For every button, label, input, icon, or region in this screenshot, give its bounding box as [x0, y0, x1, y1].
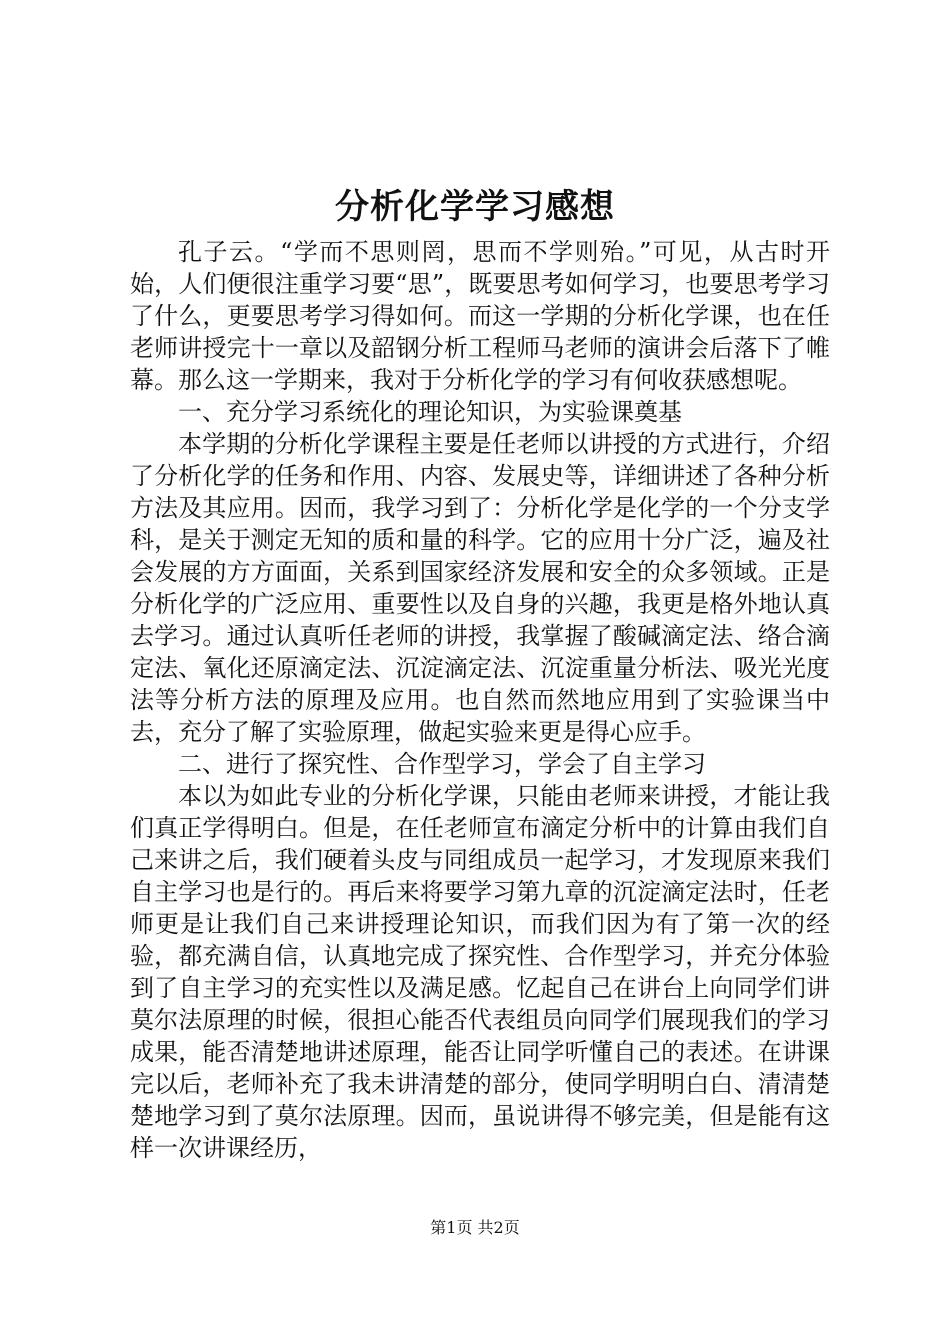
page-footer [0, 1216, 950, 1240]
page-number: 第1页 [430, 1218, 473, 1237]
page-title: 分析化学学习感想 [335, 187, 615, 227]
section-heading-1: 一、充分学习系统化的理论知识，为实验课奠基 [178, 398, 682, 426]
paragraph-intro: 孔子云。“学而不思则罔，思而不学则殆。”可见，从古时开始，人们便很注重学习要“思”，既要思考如何学习，也要思考学习了什么，更要思考学习得如何。而这一学期的分析化学课，也在任老师讲授完十一章以及韶钢分析工程师马老师的演讲会后落下了帷幕。那么这一学期来，我对于分析化学的学习有何收获感想呢。 [130, 238, 830, 394]
document-body [130, 236, 830, 1164]
paragraph-section-2: 本以为如此专业的分析化学课，只能由老师来讲授，才能让我们真正学得明白。但是，在任老师宣布滴定分析中的计算由我们自己来讲之后，我们硬着头皮与同组成员一起学习，才发现原来我们自主学习也是行的。再后来将要学习第九章的沉淀滴定法时，任老师更是让我们自己来讲授理论知识，而我们因为有了第一次的经验，都充满自信，认真地完成了探究性、合作型学习，并充分体验到了自主学习的充实性以及满足感。忆起自己在讲台上向同学们讲莫尔法原理的时候，很担心能否代表组员向同学们展现我们的学习成果，能否清楚地讲述原理，能否让同学听懂自己的表述。在讲课完以后，老师补充了我未讲清楚的部分，使同学明明白白、清清楚楚地学习到了莫尔法原理。因而，虽说讲得不够完美，但是能有这样一次讲课经历， [130, 782, 830, 1162]
section-heading-2: 二、进行了探究性、合作型学习，学会了自主学习 [178, 750, 706, 778]
paragraph-section-1: 本学期的分析化学课程主要是任老师以讲授的方式进行，介绍了分析化学的任务和作用、内容、发展史等，详细讲述了各种分析方法及其应用。因而，我学习到了：分析化学是化学的一个分支学科，是关于测定无知的质和量的科学。它的应用十分广泛，遍及社会发展的方方面面，关系到国家经济发展和安全的众多领域。正是分析化学的广泛应用、重要性以及自身的兴趣，我更是格外地认真去学习。通过认真听任老师的讲授，我掌握了酸碱滴定法、络合滴定法、氧化还原滴定法、沉淀滴定法、沉淀重量分析法、吸光光度法等分析方法的原理及应用。也自然而然地应用到了实验课当中去，充分了解了实验原理，做起实验来更是得心应手。 [130, 430, 830, 746]
page-total: 共2页 [477, 1218, 520, 1237]
